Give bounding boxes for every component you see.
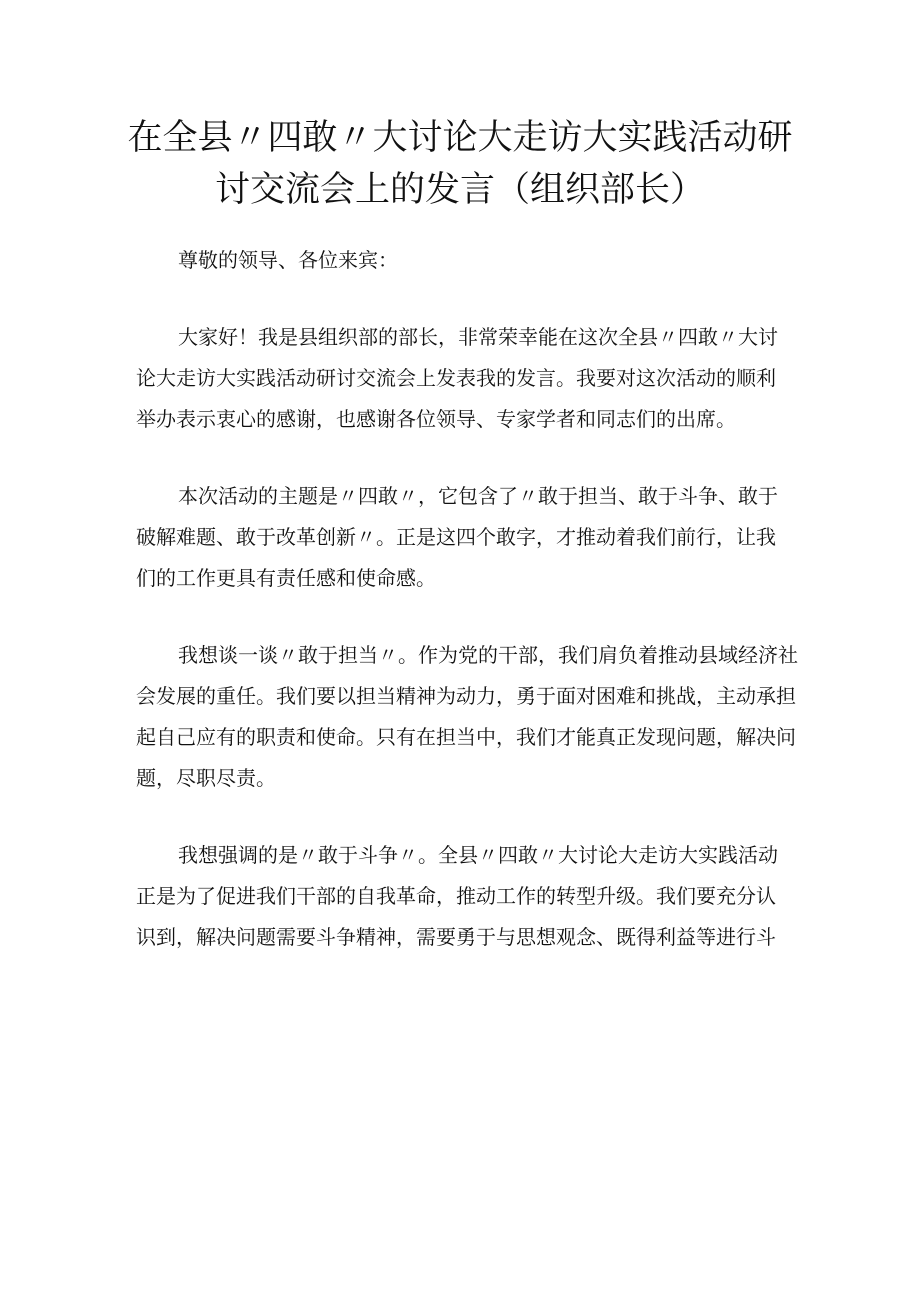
text-line: 本次活动的主题是〃四敢〃，它包含了〃敢于担当、敢于斗争、敢于 — [178, 484, 778, 508]
text-line: 大家好！我是县组织部的部长，非常荣幸能在这次全县〃四敢〃大讨 — [178, 325, 778, 349]
text-line: 会发展的重任。我们要以担当精神为动力，勇于面对困难和挑战，主动承担 — [136, 684, 796, 708]
text-line: 我想强调的是〃敢于斗争〃。全县〃四敢〃大讨论大走访大实践活动 — [178, 843, 778, 867]
text-line: 题，尽职尽责。 — [136, 766, 276, 790]
salutation-paragraph — [136, 240, 796, 281]
text-line: 论大走访大实践活动研讨交流会上发表我的发言。我要对这次活动的顺利 — [136, 366, 776, 390]
text-line: 起自己应有的职责和使命。只有在担当中，我们才能真正发现问题，解决问 — [136, 725, 796, 749]
text-line: 破解难题、敢于改革创新〃。正是这四个敢字，才推动着我们前行，让我 — [136, 525, 776, 549]
text-line: 正是为了促进我们干部的自我革命，推动工作的转型升级。我们要充分认 — [136, 884, 776, 908]
body-paragraph — [136, 476, 796, 599]
text-line: 们的工作更具有责任感和使命感。 — [136, 566, 436, 590]
body-paragraph — [136, 317, 796, 440]
text-line: 识到，解决问题需要斗争精神，需要勇于与思想观念、既得利益等进行斗 — [136, 925, 776, 949]
text-line: 我想谈一谈〃敢于担当〃。作为党的干部，我们肩负着推动县域经济社 — [178, 643, 798, 667]
title-line: 讨交流会上的发言（组织部长） — [214, 170, 705, 210]
title-line: 在全县〃四敢〃大讨论大走访大实践活动研 — [127, 118, 793, 158]
body-paragraph — [136, 835, 796, 958]
document-title — [120, 112, 800, 216]
document-body — [136, 240, 796, 958]
text-line: 举办表示衷心的感谢，也感谢各位领导、专家学者和同志们的出席。 — [136, 407, 736, 431]
body-paragraph — [136, 635, 796, 799]
text-line: 尊敬的领导、各位来宾： — [178, 248, 398, 272]
